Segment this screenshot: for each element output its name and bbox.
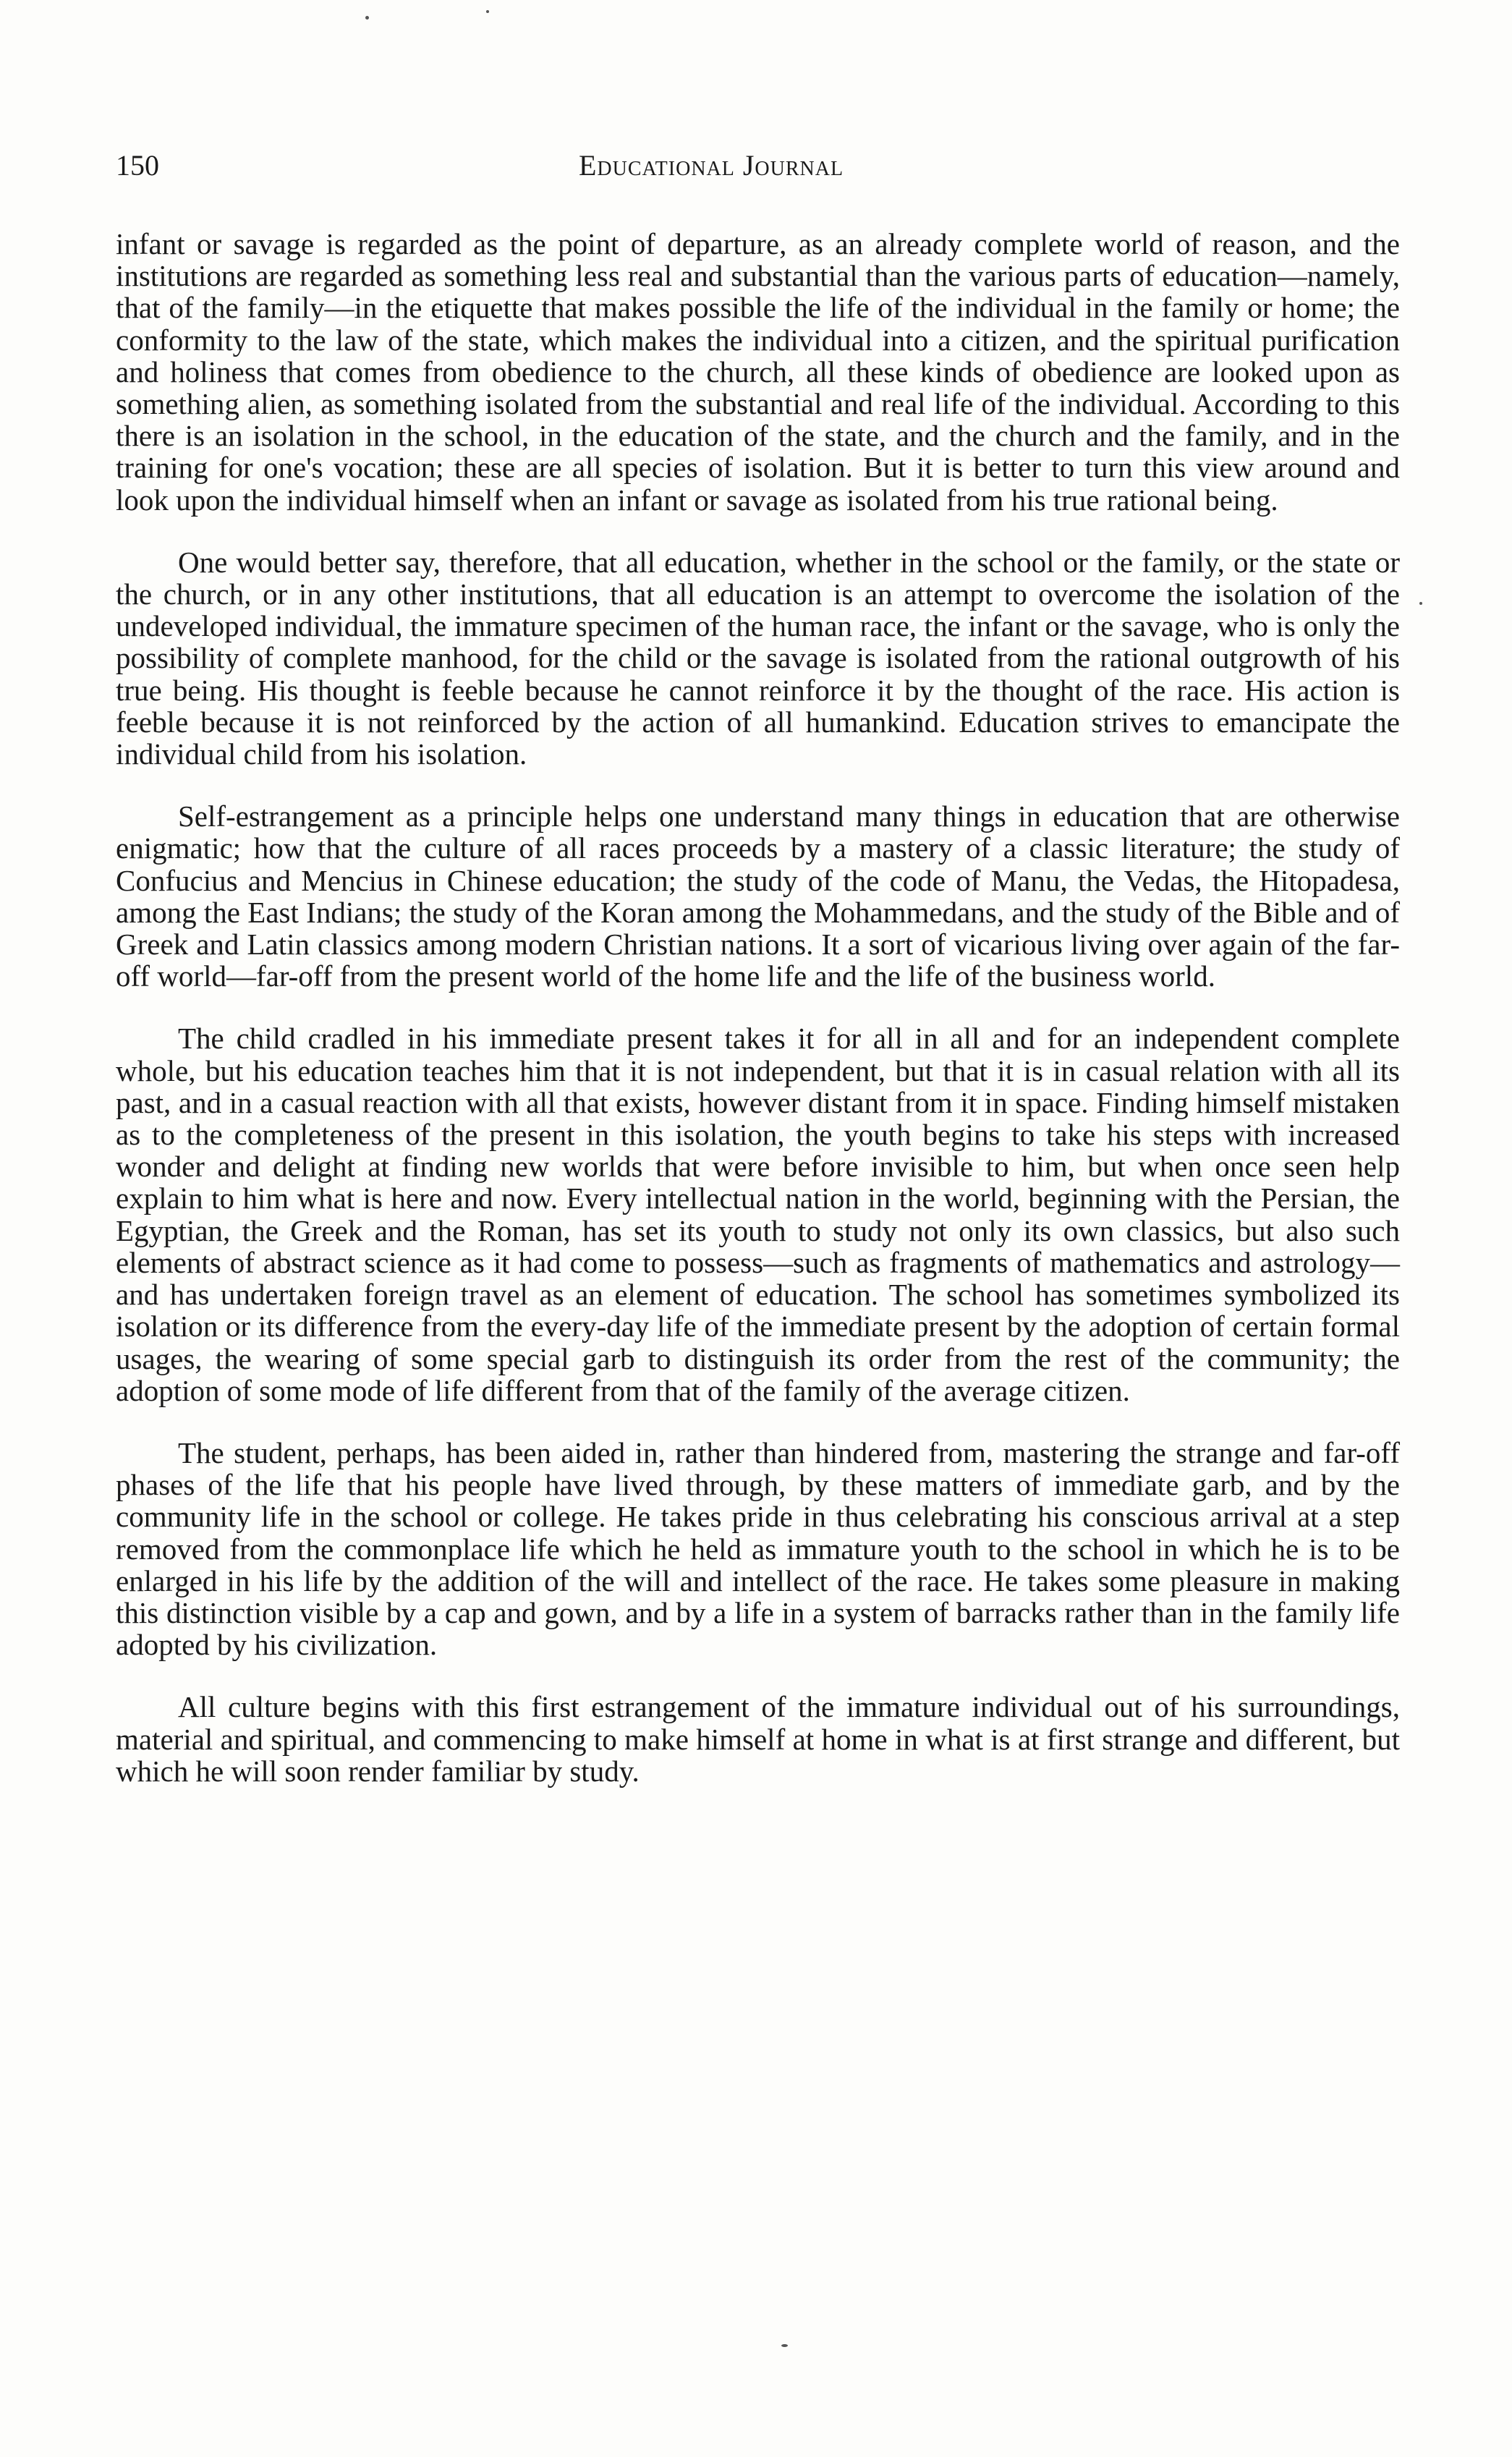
paragraph: All culture begins with this first estrangement of the immature individual out of his surroundings, material and spiritual, and commencing to make himself at home in what is at first strange and different, but which he will soon render familiar by study. (116, 1690, 1400, 1788)
body-text (116, 228, 1400, 1817)
paragraph: The child cradled in his immediate present takes it for all in all and for an independent complete whole, but his education teaches him that it is not independent, but that it is in casual relation with all its past, and in a casual reaction with all that exists, however distant from it in space. Finding himself mistaken as to the completeness of the present in this isolation, the youth begins to take his steps with increased wonder and delight at finding new worlds that were before invisible to him, but when once seen help explain to him what is here and now. Every intellectual nation in the world, beginning with the Persian, the Egyptian, the Greek and the Roman, has set its youth to study not only its own classics, but also such elements of abstract science as it had come to possess—such as fragments of mathematics and astrology—and has undertaken foreign travel as an element of education. The school has sometimes symbolized its isolation or its difference from the every-day life of the immediate present by the adoption of certain formal usages, the wearing of some special garb to distinguish its order from the rest of the community; the adoption of some mode of life different from that of the family of the average citizen. (116, 1022, 1400, 1407)
running-title: Educational Journal (579, 149, 844, 182)
print-speck (365, 16, 369, 20)
print-speck (781, 2344, 788, 2347)
print-speck (486, 10, 489, 13)
running-head (116, 147, 1389, 190)
paragraph: Self-estrangement as a principle helps one understand many things in education that are otherwise enigmatic; how that the culture of all races proceeds by a mastery of a classic literature; the study of Confucius and Mencius in Chinese education; the study of the code of Manu, the Vedas, the Hitopadesa, among the East Indians; the study of the Koran among the Mohammedans, and the study of the Bible and of Greek and Latin classics among modern Christian nations. It a sort of vicarious living over again of the far-off world—far-off from the present world of the home life and the life of the business world. (116, 799, 1400, 993)
paragraph: One would better say, therefore, that all education, whether in the school or the family, or the state or the church, or in any other institutions, that all education is an attempt to overcome the isolation of the undeveloped individual, the immature specimen of the human race, the infant or the savage, who is only the possibility of complete manhood, for the child or the savage is isolated from the rational outgrowth of his true being. His thought is feeble because he cannot reinforce it by the thought of the race. His action is feeble because it is not reinforced by the action of all humankind. Education strives to emancipate the individual child from his isolation. (116, 545, 1400, 771)
page-number: 150 (116, 149, 159, 182)
paragraph: infant or savage is regarded as the point of departure, as an already complete world of reason, and the institutions are regarded as something less real and substantial than the various parts of education—namely, that of the family—in the etiquette that makes possible the life of the individual in the family or home; the conformity to the law of the state, which makes the individual into a citizen, and the spiritual purification and holiness that comes from obedience to the church, all these kinds of obedience are looked upon as something alien, as something isolated from the substantial and real life of the individual. According to this there is an isolation in the school, in the education of the state, and the church and the family, and in the training for one's vocation; these are all species of isolation. But it is better to turn this view around and look upon the individual himself when an infant or savage as isolated from his true rational being. (116, 227, 1400, 517)
paragraph: The student, perhaps, has been aided in, rather than hindered from, mastering the strange and far-off phases of the life that his people have lived through, by these matters of immediate garb, and by the community life in the school or college. He takes pride in thus celebrating his conscious arrival at a step removed from the commonplace life which he held as immature youth to the school in which he is to be enlarged in his life by the addition of the will and intellect of the race. He takes some pleasure in making this distinction visible by a cap and gown, and by a life in a system of barracks rather than in the family life adopted by his civilization. (116, 1435, 1400, 1662)
print-speck (1419, 602, 1422, 605)
